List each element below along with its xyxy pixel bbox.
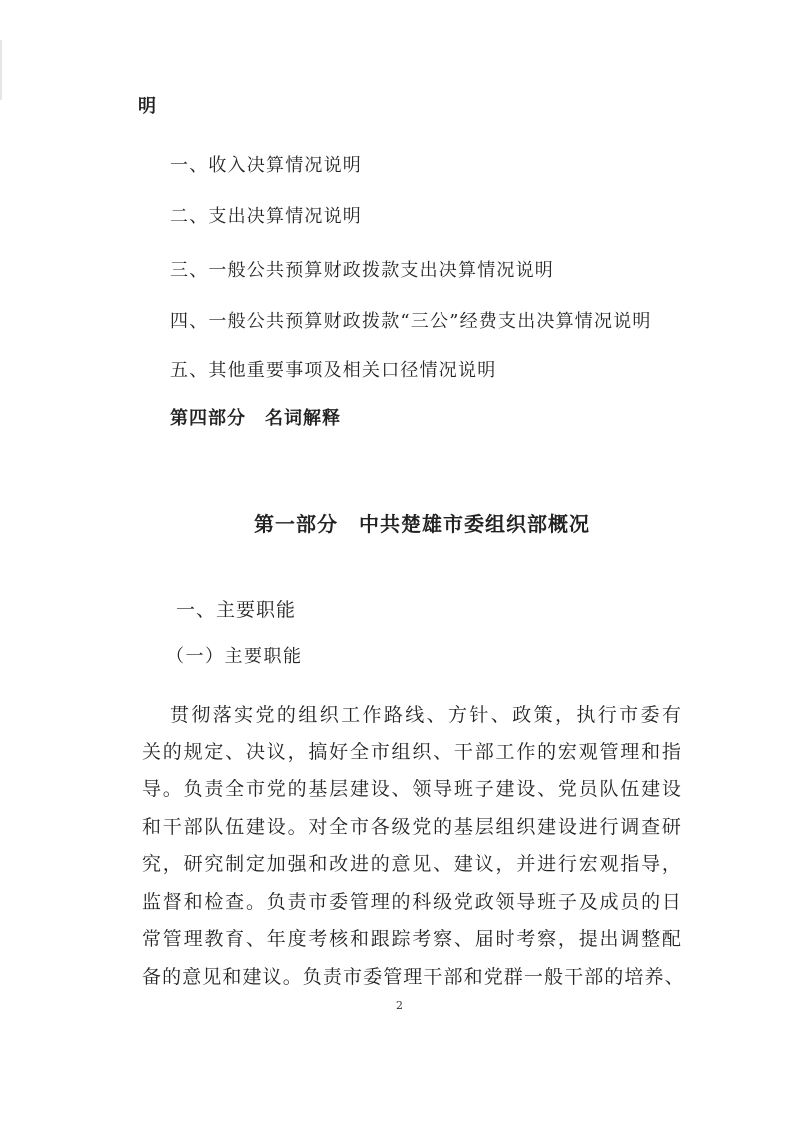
body-line-2: 关的规定、决议，搞好全市组织、干部工作的宏观管理和指 bbox=[142, 741, 682, 763]
scan-edge-mark bbox=[0, 40, 2, 100]
toc-part-4: 第四部分 名词解释 bbox=[170, 408, 341, 429]
toc-item-5: 五、其他重要事项及相关口径情况说明 bbox=[170, 360, 497, 381]
continued-fragment: 明 bbox=[138, 96, 157, 117]
body-line-1: 贯彻落实党的组织工作路线、方针、政策，执行市委有 bbox=[170, 704, 682, 726]
toc-item-4: 四、一般公共预算财政拨款“三公”经费支出决算情况说明 bbox=[170, 311, 652, 332]
part-1-title: 第一部分 中共楚雄市委组织部概况 bbox=[254, 512, 590, 536]
subsection-1-heading: （一）主要职能 bbox=[166, 646, 303, 667]
section-1-heading: 一、主要职能 bbox=[176, 599, 297, 621]
toc-item-2: 二、支出决算情况说明 bbox=[170, 206, 362, 227]
toc-item-1: 一、收入决算情况说明 bbox=[170, 155, 362, 176]
body-line-4: 和干部队伍建设。对全市各级党的基层组织建设进行调查研 bbox=[142, 816, 682, 838]
body-line-7: 常管理教育、年度考核和跟踪考察、届时考察，提出调整配 bbox=[142, 928, 682, 950]
toc-item-3: 三、一般公共预算财政拨款支出决算情况说明 bbox=[170, 260, 554, 281]
body-line-5: 究，研究制定加强和改进的意见、建议，并进行宏观指导， bbox=[142, 853, 682, 875]
body-line-8: 备的意见和建议。负责市委管理干部和党群一般干部的培养、 bbox=[142, 966, 685, 988]
body-line-3: 导。负责全市党的基层建设、领导班子建设、党员队伍建设 bbox=[142, 778, 682, 800]
page-number: 2 bbox=[396, 999, 403, 1012]
body-line-6: 监督和检查。负责市委管理的科级党政领导班子及成员的日 bbox=[142, 891, 682, 913]
